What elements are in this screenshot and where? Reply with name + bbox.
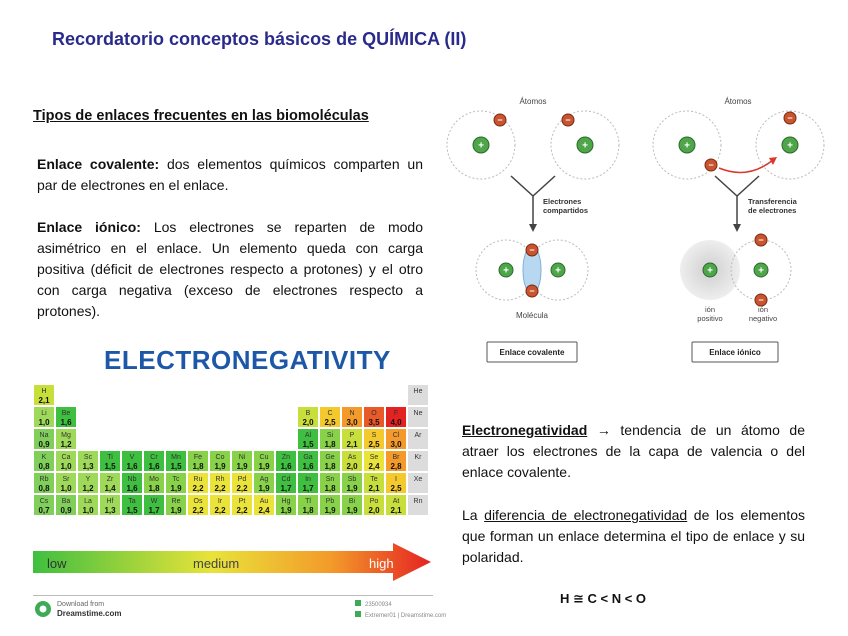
scale-high-label: high bbox=[369, 556, 394, 571]
element-symbol: Ir bbox=[217, 498, 223, 505]
element-symbol: Tc bbox=[172, 476, 180, 483]
element-cell-o bbox=[364, 407, 385, 428]
element-cell-i bbox=[386, 473, 407, 494]
element-cell-ti bbox=[100, 451, 121, 472]
element-symbol: Bi bbox=[348, 498, 356, 505]
element-cell-he bbox=[408, 385, 429, 406]
element-symbol: Ta bbox=[128, 498, 136, 505]
element-cell-mo bbox=[144, 473, 165, 494]
electronegativity-value: 2,2 bbox=[236, 506, 248, 515]
covalent-text: dos elementos químicos comparten un par de electrones en el enlace. bbox=[37, 156, 423, 193]
element-symbol: Cr bbox=[150, 454, 158, 461]
element-symbol: Rb bbox=[39, 476, 49, 483]
element-cell-sn bbox=[320, 473, 341, 494]
element-symbol: Mg bbox=[61, 432, 71, 439]
element-cell-sb bbox=[342, 473, 363, 494]
element-symbol: C bbox=[327, 410, 333, 417]
element-symbol: V bbox=[129, 454, 135, 461]
svg-text:−: − bbox=[565, 115, 571, 125]
electronegativity-value: 1,4 bbox=[104, 484, 116, 493]
element-symbol: Pt bbox=[238, 498, 246, 505]
element-symbol: Rn bbox=[413, 498, 423, 505]
section-heading: Tipos de enlaces frecuentes en las biomoléculas bbox=[33, 108, 369, 124]
element-symbol: S bbox=[371, 432, 377, 439]
electronegativity-value: 1,8 bbox=[148, 484, 160, 493]
element-cell-cs bbox=[34, 495, 55, 516]
electronegativity-value: 1,9 bbox=[346, 506, 358, 515]
electronegativity-value: 0,7 bbox=[38, 506, 50, 515]
element-symbol: P bbox=[349, 432, 355, 439]
electronegativity-value: 1,9 bbox=[236, 462, 248, 471]
diff-term: diferencia de electronegatividad bbox=[484, 507, 688, 523]
element-symbol: Li bbox=[41, 410, 47, 417]
electronegativity-value: 2,4 bbox=[258, 506, 270, 515]
electronegativity-value: 2,2 bbox=[214, 484, 226, 493]
element-symbol: Ne bbox=[413, 410, 423, 417]
electronegativity-value: 1,5 bbox=[126, 506, 138, 515]
electronegativity-value: 1,6 bbox=[280, 462, 292, 471]
element-cell-ba bbox=[56, 495, 77, 516]
element-cell-mn bbox=[166, 451, 187, 472]
element-cell-cl bbox=[386, 429, 407, 450]
element-symbol: I bbox=[395, 476, 397, 483]
element-symbol: Cu bbox=[259, 454, 269, 461]
element-cell-mg bbox=[56, 429, 77, 450]
electronegativity-value: 1,6 bbox=[148, 462, 160, 471]
element-symbol: Sc bbox=[83, 454, 93, 461]
element-cell-sc bbox=[78, 451, 99, 472]
atoms-label-right: Átomos bbox=[724, 97, 752, 106]
ion-pos-label-1: ión bbox=[704, 305, 716, 314]
ion-neg-label-2: negativo bbox=[748, 314, 778, 323]
download-line1: Download from bbox=[57, 601, 105, 608]
electronegativity-value: 2,2 bbox=[192, 484, 204, 493]
bond-diagram bbox=[443, 88, 838, 370]
download-line2: Dreamstime.com bbox=[57, 609, 122, 618]
element-cell-ir bbox=[210, 495, 231, 516]
element-symbol: Cl bbox=[392, 432, 400, 439]
element-cell-ru bbox=[188, 473, 209, 494]
element-symbol: N bbox=[349, 410, 355, 417]
electronegativity-value: 0,9 bbox=[38, 440, 50, 449]
element-symbol: Hf bbox=[106, 498, 114, 505]
electronegativity-value: 2,8 bbox=[390, 462, 402, 471]
element-symbol: Se bbox=[369, 454, 379, 461]
svg-text:−: − bbox=[708, 160, 714, 170]
transfer-arrow bbox=[719, 160, 773, 173]
svg-text:+: + bbox=[478, 140, 484, 152]
element-cell-re bbox=[166, 495, 187, 516]
element-symbol: Si bbox=[326, 432, 334, 439]
element-symbol: He bbox=[413, 388, 423, 395]
element-cell-k bbox=[34, 451, 55, 472]
shared-label-2: compartidos bbox=[543, 206, 589, 215]
electronegativity-value: 1,9 bbox=[280, 506, 292, 515]
electronegativity-value: 1,9 bbox=[324, 506, 336, 515]
element-symbol: Ru bbox=[193, 476, 203, 483]
element-symbol: Ga bbox=[303, 454, 313, 461]
element-symbol: Rh bbox=[215, 476, 225, 483]
svg-text:+: + bbox=[684, 140, 690, 152]
periodic-table bbox=[33, 384, 433, 520]
element-cell-cd bbox=[276, 473, 297, 494]
element-symbol: Ti bbox=[107, 454, 113, 461]
svg-text:+: + bbox=[503, 265, 509, 277]
electronegativity-definition bbox=[462, 420, 805, 483]
element-cell-la bbox=[78, 495, 99, 516]
element-cell-ta bbox=[122, 495, 143, 516]
element-symbol: At bbox=[392, 498, 400, 505]
element-symbol: Os bbox=[193, 498, 203, 505]
electronegativity-value: 1,6 bbox=[126, 462, 138, 471]
element-cell-po bbox=[364, 495, 385, 516]
electronegativity-value: 2,1 bbox=[346, 440, 358, 449]
element-symbol: Fe bbox=[193, 454, 203, 461]
element-symbol: B bbox=[305, 410, 311, 417]
molecule-label: Molécula bbox=[515, 311, 549, 320]
ionic-bond-tag-label: Enlace iónico bbox=[709, 348, 761, 357]
transfer-label-2: de electrones bbox=[748, 206, 797, 215]
electronegativity-scale-bar bbox=[33, 543, 433, 583]
svg-text:+: + bbox=[582, 140, 588, 152]
electronegativity-value: 1,5 bbox=[302, 440, 314, 449]
electronegativity-value: 1,0 bbox=[38, 418, 50, 427]
electronegativity-value: 2,4 bbox=[368, 462, 380, 471]
transfer-label-1: Transferencia bbox=[748, 197, 797, 206]
electronegativity-term: Electronegatividad bbox=[462, 422, 588, 438]
element-cell-be bbox=[56, 407, 77, 428]
element-symbol: Au bbox=[259, 498, 269, 505]
element-symbol: Co bbox=[215, 454, 225, 461]
element-cell-au bbox=[254, 495, 275, 516]
element-cell-os bbox=[188, 495, 209, 516]
electronegativity-value: 1,7 bbox=[148, 506, 160, 515]
element-cell-v bbox=[122, 451, 143, 472]
electronegativity-value: 1,0 bbox=[60, 462, 72, 471]
element-symbol: Br bbox=[392, 454, 400, 461]
element-symbol: Zn bbox=[281, 454, 291, 461]
element-cell-hg bbox=[276, 495, 297, 516]
element-cell-in bbox=[298, 473, 319, 494]
electronegativity-value: 2,2 bbox=[214, 506, 226, 515]
svg-text:−: − bbox=[497, 115, 503, 125]
electronegativity-value: 1,9 bbox=[170, 506, 182, 515]
element-cell-b bbox=[298, 407, 319, 428]
svg-text:+: + bbox=[707, 265, 713, 277]
element-cell-cr bbox=[144, 451, 165, 472]
diff-pre: La bbox=[462, 507, 485, 523]
element-symbol: Tl bbox=[305, 498, 311, 505]
element-cell-rb bbox=[34, 473, 55, 494]
element-cell-fe bbox=[188, 451, 209, 472]
covalent-paragraph bbox=[37, 154, 423, 196]
element-cell-ge bbox=[320, 451, 341, 472]
electronegativity-value: 1,2 bbox=[82, 484, 94, 493]
electronegativity-value: 1,8 bbox=[324, 484, 336, 493]
element-cell-w bbox=[144, 495, 165, 516]
element-cell-tc bbox=[166, 473, 187, 494]
electronegativity-value: 2,0 bbox=[346, 462, 358, 471]
electronegativity-value: 2,2 bbox=[236, 484, 248, 493]
electronegativity-value: 1,3 bbox=[82, 462, 94, 471]
electronegativity-value: 3,5 bbox=[368, 418, 380, 427]
element-cell-at bbox=[386, 495, 407, 516]
ion-pos-label-2: positivo bbox=[697, 314, 723, 323]
element-cell-as bbox=[342, 451, 363, 472]
electronegativity-value: 1,9 bbox=[214, 462, 226, 471]
element-cell-nb bbox=[122, 473, 143, 494]
element-cell-br bbox=[386, 451, 407, 472]
element-cell-al bbox=[298, 429, 319, 450]
electronegativity-value: 1,7 bbox=[302, 484, 314, 493]
element-cell-pb bbox=[320, 495, 341, 516]
element-cell-c bbox=[320, 407, 341, 428]
element-cell-pt bbox=[232, 495, 253, 516]
element-cell-se bbox=[364, 451, 385, 472]
svg-text:+: + bbox=[758, 265, 764, 277]
electronegativity-value: 1,6 bbox=[60, 418, 72, 427]
element-symbol: Po bbox=[369, 498, 379, 505]
covalent-bond-tag-label: Enlace covalente bbox=[499, 348, 565, 357]
element-symbol: Zr bbox=[106, 476, 114, 483]
element-cell-tl bbox=[298, 495, 319, 516]
element-cell-sr bbox=[56, 473, 77, 494]
element-symbol: Ar bbox=[414, 432, 422, 439]
element-cell-ar bbox=[408, 429, 429, 450]
electronegativity-value: 1,3 bbox=[104, 506, 116, 515]
electronegativity-value: 0,9 bbox=[60, 506, 72, 515]
electronegativity-value: 2,5 bbox=[368, 440, 380, 449]
scale-medium-label: medium bbox=[193, 556, 240, 571]
element-symbol: Ni bbox=[238, 454, 246, 461]
page-title: Recordatorio conceptos básicos de QUÍMICA (II) bbox=[52, 29, 467, 49]
element-symbol: In bbox=[305, 476, 311, 483]
element-symbol: Hg bbox=[281, 498, 291, 505]
electronegativity-value: 1,8 bbox=[324, 462, 336, 471]
electronegativity-definition-text: tendencia de un átomo de atraer los electrones de la capa de valencia o del enlace covalente. bbox=[462, 422, 806, 480]
electronegativity-value: 1,9 bbox=[170, 484, 182, 493]
shared-label-1: Electrones bbox=[543, 197, 582, 206]
electronegativity-value: 1,8 bbox=[302, 506, 314, 515]
element-symbol: La bbox=[84, 498, 92, 505]
electronegativity-value: 1,6 bbox=[126, 484, 138, 493]
element-cell-xe bbox=[408, 473, 429, 494]
element-cell-li bbox=[34, 407, 55, 428]
electronegativity-value: 1,9 bbox=[346, 484, 358, 493]
svg-text:−: − bbox=[529, 286, 535, 296]
element-symbol: Al bbox=[304, 432, 312, 439]
element-symbol: Y bbox=[85, 476, 91, 483]
electronegativity-value: 1,9 bbox=[258, 484, 270, 493]
element-cell-rn bbox=[408, 495, 429, 516]
covalent-term: Enlace covalente: bbox=[37, 156, 160, 172]
electronegativity-value: 0,8 bbox=[38, 484, 50, 493]
element-symbol: Cd bbox=[281, 476, 291, 483]
electronegativity-value: 1,8 bbox=[324, 440, 336, 449]
element-cell-zr bbox=[100, 473, 121, 494]
electronegativity-value: 4,0 bbox=[390, 418, 402, 427]
electronegativity-value: 2,1 bbox=[38, 396, 50, 405]
svg-text:+: + bbox=[555, 265, 561, 277]
svg-text:−: − bbox=[758, 295, 764, 305]
element-symbol: Sr bbox=[62, 476, 70, 483]
element-symbol: Na bbox=[39, 432, 49, 439]
element-symbol: Be bbox=[61, 410, 71, 417]
electronegativity-value: 1,5 bbox=[170, 462, 182, 471]
electronegativity-value: 2,0 bbox=[302, 418, 314, 427]
electronegativity-value: 2,2 bbox=[192, 506, 204, 515]
element-symbol: Ba bbox=[61, 498, 71, 505]
element-cell-zn bbox=[276, 451, 297, 472]
element-cell-y bbox=[78, 473, 99, 494]
electronegativity-value: 2,5 bbox=[324, 418, 336, 427]
element-symbol: Ge bbox=[325, 454, 335, 461]
ionic-text: Los electrones se reparten de modo asimétrico en el enlace. Un elemento queda con carga positiva (déficit de electrones respecto a protones) y el otro con carga negativa (exceso de electrones respecto a protones). bbox=[37, 219, 423, 319]
electronegativity-value: 3,0 bbox=[346, 418, 358, 427]
ionic-paragraph bbox=[37, 217, 423, 322]
atoms-label-left: Átomos bbox=[519, 97, 547, 106]
electronegativity-value: 2,1 bbox=[368, 484, 380, 493]
element-symbol: Ca bbox=[61, 454, 71, 461]
element-symbol: Cs bbox=[39, 498, 49, 505]
electronegativity-value: 1,7 bbox=[280, 484, 292, 493]
element-cell-ag bbox=[254, 473, 275, 494]
electronegativity-value: 1,5 bbox=[104, 462, 116, 471]
element-cell-te bbox=[364, 473, 385, 494]
element-symbol: F bbox=[393, 410, 399, 417]
element-cell-h bbox=[34, 385, 55, 406]
electronegativity-value: 1,8 bbox=[192, 462, 204, 471]
element-cell-na bbox=[34, 429, 55, 450]
download-credit: Extremer01 | Dreamstime.com bbox=[365, 613, 447, 619]
element-cell-ga bbox=[298, 451, 319, 472]
element-symbol: Sb bbox=[347, 476, 357, 483]
svg-text:−: − bbox=[787, 113, 793, 123]
svg-text:−: − bbox=[758, 235, 764, 245]
element-symbol: Mn bbox=[171, 454, 181, 461]
electronegativity-value: 2,0 bbox=[368, 506, 380, 515]
download-watermark-strip bbox=[33, 595, 447, 623]
element-cell-bi bbox=[342, 495, 363, 516]
element-symbol: H bbox=[41, 388, 47, 395]
electronegativity-difference bbox=[462, 505, 805, 568]
element-symbol: Xe bbox=[413, 476, 423, 483]
svg-text:+: + bbox=[787, 140, 793, 152]
scale-low-label: low bbox=[47, 556, 67, 571]
element-cell-ni bbox=[232, 451, 253, 472]
element-symbol: Ag bbox=[259, 476, 269, 483]
element-cell-co bbox=[210, 451, 231, 472]
element-symbol: W bbox=[150, 498, 158, 505]
diff-post: de los elementos que forman un enlace determina el tipo de enlace y su polaridad. bbox=[462, 507, 805, 565]
element-symbol: Kr bbox=[414, 454, 422, 461]
svg-text:−: − bbox=[529, 245, 535, 255]
electronegativity-value: 1,0 bbox=[60, 484, 72, 493]
element-cell-f bbox=[386, 407, 407, 428]
electronegativity-value: 0,8 bbox=[38, 462, 50, 471]
electronegativity-value: 1,6 bbox=[302, 462, 314, 471]
element-symbol: Nb bbox=[127, 476, 137, 483]
definition-arrow: → bbox=[587, 422, 621, 438]
element-symbol: K bbox=[41, 454, 47, 461]
element-symbol: Pd bbox=[237, 476, 247, 483]
download-id: 23500934 bbox=[365, 602, 392, 608]
element-cell-rh bbox=[210, 473, 231, 494]
ionic-term: Enlace iónico: bbox=[37, 219, 141, 235]
electronegativity-value: 3,0 bbox=[390, 440, 402, 449]
element-symbol: Re bbox=[171, 498, 181, 505]
element-symbol: Mo bbox=[149, 476, 159, 483]
element-symbol: Te bbox=[370, 476, 378, 483]
element-cell-pd bbox=[232, 473, 253, 494]
electronegativity-value: 2,5 bbox=[390, 484, 402, 493]
electronegativity-value: 1,0 bbox=[82, 506, 94, 515]
electronegativity-value: 1,9 bbox=[258, 462, 270, 471]
element-cell-cu bbox=[254, 451, 275, 472]
ion-neg-label-1: ión bbox=[757, 305, 769, 314]
element-symbol: Sn bbox=[325, 476, 335, 483]
element-symbol: Pb bbox=[325, 498, 335, 505]
element-cell-ca bbox=[56, 451, 77, 472]
electronegativity-value: 1,2 bbox=[60, 440, 72, 449]
element-symbol: As bbox=[347, 454, 357, 461]
element-symbol: O bbox=[371, 410, 377, 417]
electronegativity-order: H ≅ C < N < O bbox=[560, 591, 647, 606]
element-cell-hf bbox=[100, 495, 121, 516]
element-cell-kr bbox=[408, 451, 429, 472]
element-cell-n bbox=[342, 407, 363, 428]
element-cell-si bbox=[320, 429, 341, 450]
element-cell-ne bbox=[408, 407, 429, 428]
electronegativity-image-title: ELECTRONEGATIVITY bbox=[104, 345, 391, 375]
element-cell-s bbox=[364, 429, 385, 450]
element-cell-p bbox=[342, 429, 363, 450]
electronegativity-value: 2,1 bbox=[390, 506, 402, 515]
